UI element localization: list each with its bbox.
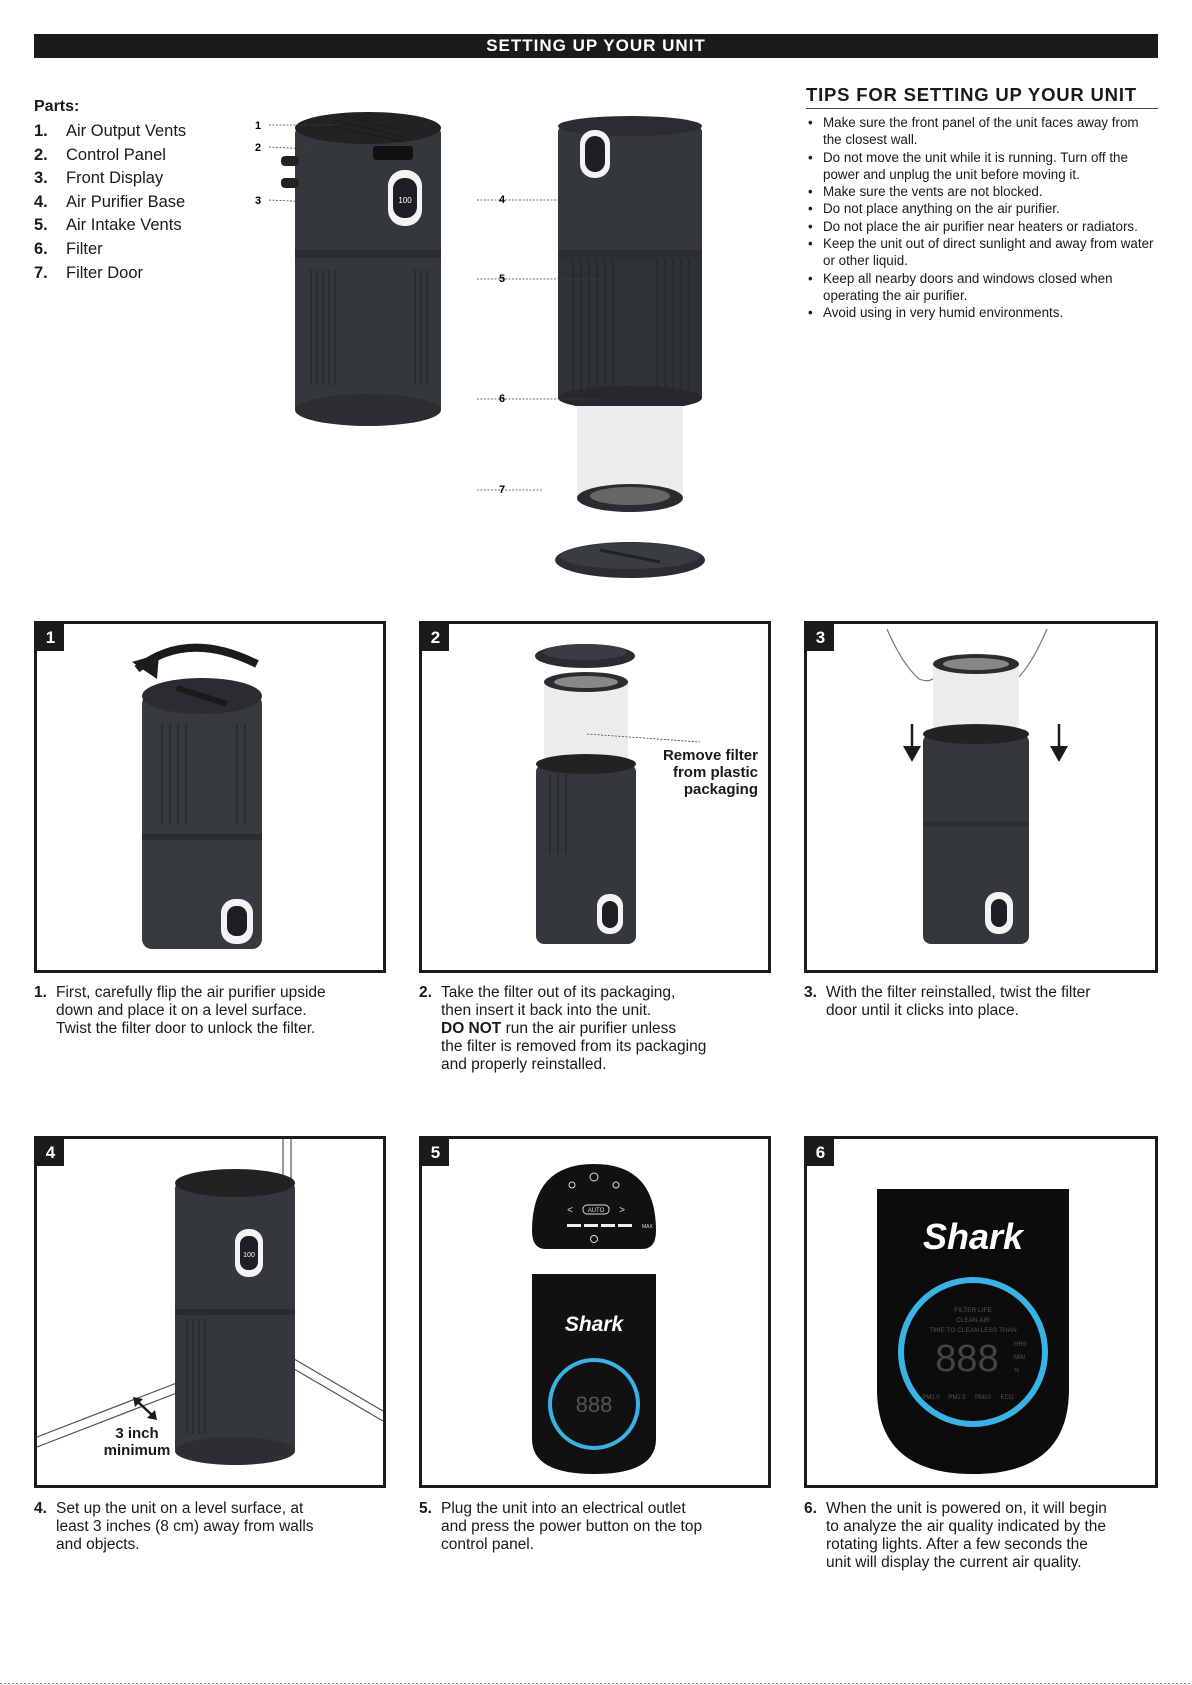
svg-text:PM2.5: PM2.5: [948, 1395, 966, 1401]
step-4-panel: [34, 1136, 386, 1488]
callout-1: 1: [255, 120, 262, 132]
display-image: [807, 1139, 1155, 1485]
clearance-callout: 3 inch minimum: [103, 1425, 171, 1459]
svg-text:AUTO: AUTO: [587, 1208, 605, 1214]
step-2-caption: 2. Take the filter out of its packaging, then insert it back into the unit. DO NOT run the air purifier unless the filter is removed from its packaging and properly reinstalled.: [419, 984, 707, 1073]
flip-unit-image: [37, 624, 383, 970]
page-title: SETTING UP YOUR UNIT: [34, 34, 1158, 58]
svg-text:TIME TO CLEAN LESS THAN: TIME TO CLEAN LESS THAN: [929, 1327, 1017, 1334]
control-panel-image: [422, 1139, 768, 1485]
svg-text:888: 888: [575, 1392, 613, 1417]
svg-text:PM10: PM10: [975, 1395, 991, 1401]
svg-text:MIN: MIN: [1014, 1355, 1025, 1361]
svg-text:ECO: ECO: [1000, 1395, 1014, 1401]
svg-text:100: 100: [398, 196, 412, 205]
svg-text:%: %: [1014, 1368, 1020, 1374]
svg-text:<: <: [567, 1205, 573, 1216]
product-diagram: [255, 110, 725, 590]
step-badge: 4: [37, 1139, 64, 1166]
svg-text:FILTER LIFE: FILTER LIFE: [954, 1307, 992, 1314]
step-4-caption: 4. Set up the unit on a level surface, at least 3 inches (8 cm) away from walls and objects.: [34, 1500, 314, 1553]
step-badge: 6: [807, 1139, 834, 1166]
callout-4: 4: [499, 194, 506, 206]
part-item: 5. Air Intake Vents: [34, 216, 182, 235]
step-3-caption: 3. With the filter reinstalled, twist the filter door until it clicks into place.: [804, 984, 1091, 1019]
part-item: 6. Filter: [34, 239, 103, 258]
step-badge: 3: [807, 624, 834, 651]
step-2-panel: [419, 621, 771, 973]
parts-heading: Parts:: [34, 98, 80, 115]
assembled-unit-image: [281, 112, 441, 426]
step-3-panel: [804, 621, 1158, 973]
tip-item: • Avoid using in very humid environments.: [808, 304, 1160, 321]
part-item: 7. Filter Door: [34, 263, 144, 282]
step-1-caption: 1. First, carefully flip the air purifier upside down and place it on a level surface. Twist the filter door to unlock the filter.: [34, 984, 326, 1037]
tip-item: • Make sure the vents are not blocked.: [808, 183, 1160, 200]
svg-text:PM1.0: PM1.0: [922, 1395, 940, 1401]
callout-7: 7: [499, 484, 506, 496]
tip-item: • Keep all nearby doors and windows closed when operating the air purifier.: [808, 270, 1160, 305]
part-item: 1. Air Output Vents: [34, 122, 187, 140]
tips-heading: TIPS FOR SETTING UP YOUR UNIT: [806, 84, 1158, 109]
svg-text:100: 100: [243, 1252, 255, 1259]
step-5-panel: [419, 1136, 771, 1488]
tip-item: • Do not place anything on the air purifier.: [808, 200, 1160, 217]
callout-6: 6: [499, 393, 506, 405]
step-6-caption: 6. When the unit is powered on, it will begin to analyze the air quality indicated by the rotating lights. After a few seconds the unit will display the current air quality.: [804, 1500, 1107, 1571]
svg-text:>: >: [619, 1205, 625, 1216]
svg-text:Shark: Shark: [564, 1313, 624, 1336]
tip-item: • Do not place the air purifier near heaters or radiators.: [808, 218, 1160, 235]
part-item: 3. Front Display: [34, 169, 164, 188]
callout-5: 5: [499, 273, 506, 285]
tips-list: [808, 114, 1160, 322]
step-1-panel: [34, 621, 386, 973]
part-item: 4. Air Purifier Base: [34, 192, 186, 211]
step-5-caption: 5. Plug the unit into an electrical outlet and press the power button on the top control panel.: [419, 1500, 703, 1553]
svg-text:888: 888: [935, 1338, 999, 1380]
tip-item: • Make sure the front panel of the unit faces away from the closest wall.: [808, 114, 1160, 149]
step-badge: 5: [422, 1139, 449, 1166]
step-badge: 1: [37, 624, 64, 651]
tip-item: • Keep the unit out of direct sunlight and away from water or other liquid.: [808, 235, 1160, 270]
step-badge: 2: [422, 624, 449, 651]
page-divider: [0, 1683, 1192, 1684]
exploded-unit-image: [555, 116, 705, 578]
reinstall-filter-image: [807, 624, 1155, 970]
svg-text:CLEAN AIR: CLEAN AIR: [956, 1317, 990, 1324]
step-6-panel: [804, 1136, 1158, 1488]
remove-filter-callout: Remove filter from plastic packaging: [662, 747, 758, 798]
callout-2: 2: [255, 142, 262, 154]
svg-text:Shark: Shark: [922, 1216, 1024, 1257]
part-item: 2. Control Panel: [34, 145, 166, 164]
callout-3: 3: [255, 195, 262, 207]
tip-item: • Do not move the unit while it is running. Turn off the power and unplug the unit before moving it.: [808, 149, 1160, 184]
svg-text:MAX: MAX: [642, 1224, 653, 1230]
svg-text:HRS: HRS: [1014, 1342, 1027, 1348]
parts-list: [34, 120, 186, 285]
